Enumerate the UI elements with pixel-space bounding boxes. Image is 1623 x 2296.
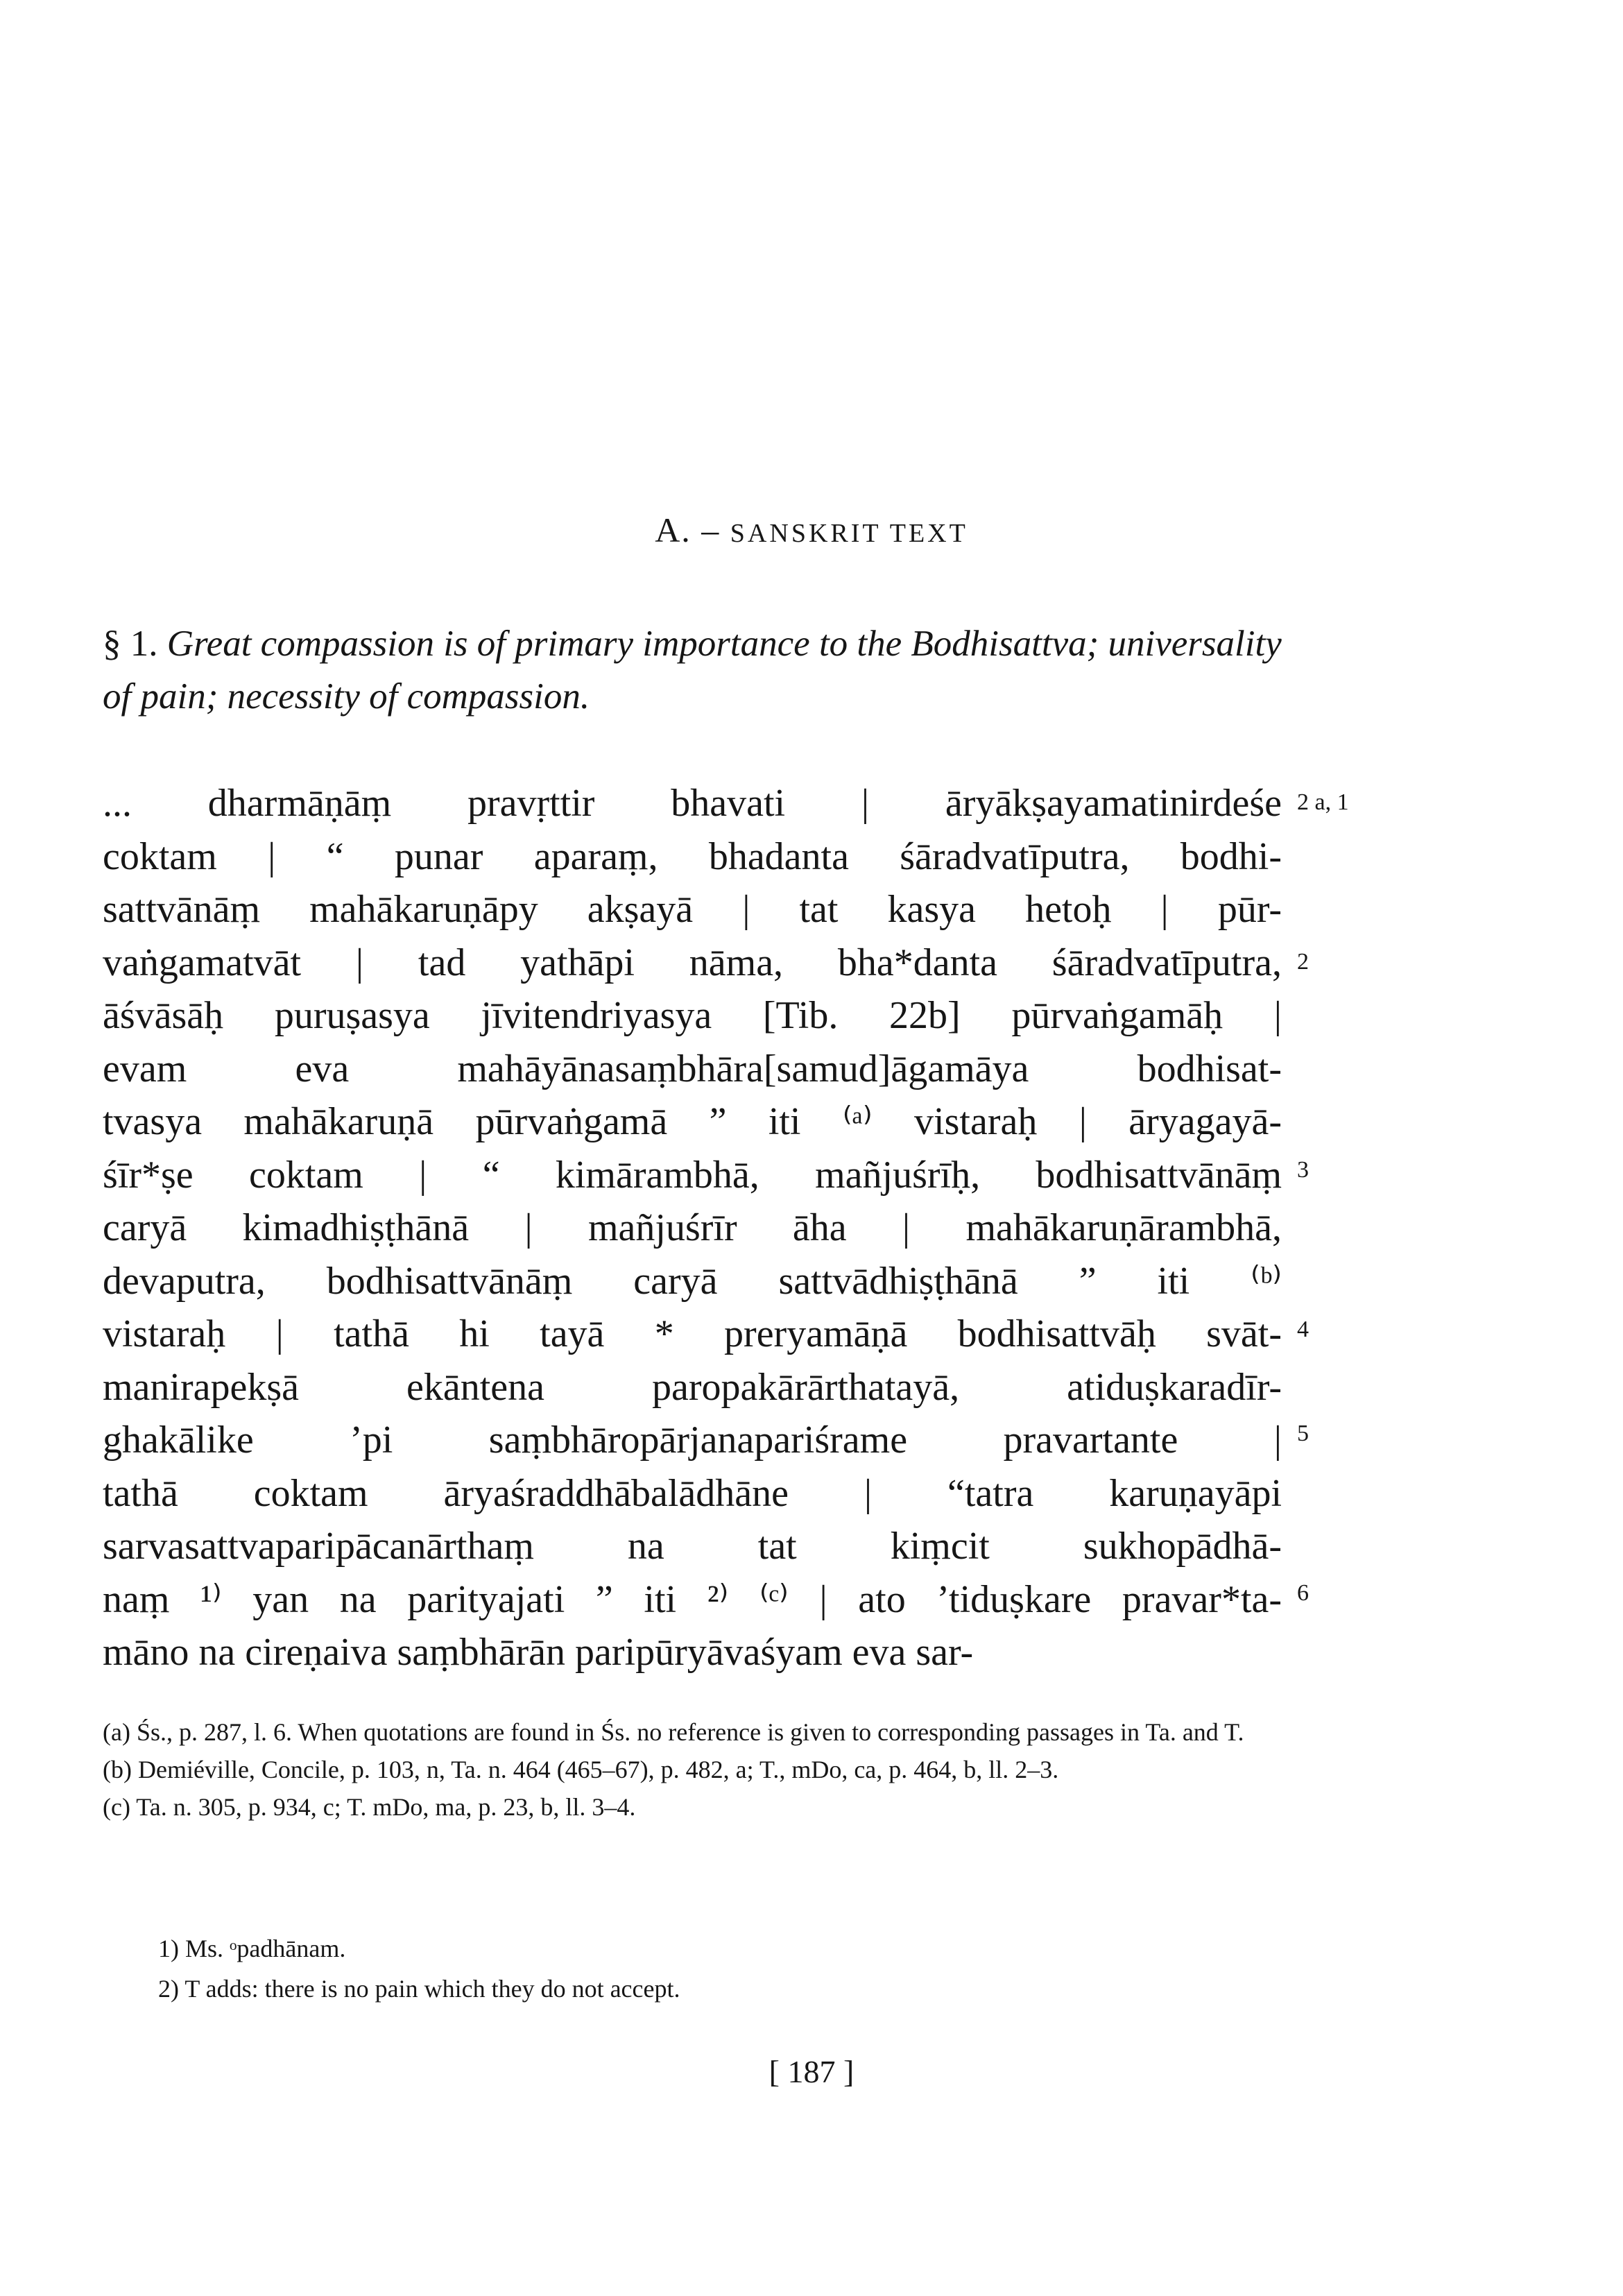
body-line: tathā coktam āryaśraddhābalādhāne | “tatra karuṇayāpi xyxy=(103,1471,1282,1515)
margin-ref: 4 xyxy=(1297,1317,1309,1342)
body-line: śīr*ṣe coktam | “ kimārambhā, mañjuśrīḥ, bodhisattvānāṃ xyxy=(103,1153,1282,1197)
margin-ref: 5 xyxy=(1297,1421,1309,1446)
margin-ref: 6 xyxy=(1297,1580,1309,1606)
sanskrit-body xyxy=(103,777,1282,1679)
margin-ref: 2 a, 1 xyxy=(1297,789,1349,815)
section-heading xyxy=(0,510,1623,550)
section-number: § 1. xyxy=(103,624,158,664)
heading-prefix: A. – xyxy=(655,511,730,549)
body-line: sattvānāṃ mahākaruṇāpy akṣayā | tat kasya hetoḥ | pūr- xyxy=(103,888,1282,931)
section-title xyxy=(103,617,1282,723)
body-line: manirapekṣā ekāntena paropakārārthatayā, atiduṣkaradīr- xyxy=(103,1365,1282,1409)
section-title-text: Great compassion is of primary importance to the Bodhisattva; universality of pain; necessity of compassion. xyxy=(103,624,1282,717)
textual-note: 2) T adds: there is no pain which they do not accept. xyxy=(158,1975,680,2003)
body-line: āśvāsāḥ puruṣasya jīvitendriyasya [Tib. 22b] pūrvaṅgamāḥ | xyxy=(103,994,1282,1037)
body-line: vaṅgamatvāt | tad yathāpi nāma, bha*danta śāradvatīputra, xyxy=(103,941,1282,984)
body-line: vistaraḥ | tathā hi tayā * preryamāṇā bodhisattvāḥ svāt- xyxy=(103,1312,1282,1355)
footnotes xyxy=(103,1713,1282,1826)
footnote: (c) Ta. n. 305, p. 934, c; T. mDo, ma, p. 23, b, ll. 3–4. xyxy=(103,1793,636,1821)
page-number: [ 187 ] xyxy=(768,2054,855,2089)
body-line: māno na cireṇaiva saṃbhārān paripūryāvaśyam eva sar- xyxy=(103,1631,974,1674)
body-line: sarvasattvaparipācanārthaṃ na tat kiṃcit sukhopādhā- xyxy=(103,1525,1282,1568)
body-line: tvasya mahākaruṇā pūrvaṅgamā ” iti ⁽ᵃ⁾ vistaraḥ | āryagayā- xyxy=(103,1100,1282,1143)
body-line: devaputra, bodhisattvānāṃ caryā sattvādhiṣṭhānā ” iti ⁽ᵇ⁾ xyxy=(103,1259,1282,1303)
body-line: ... dharmāṇāṃ pravṛttir bhavati | āryākṣayamatinirdeśe xyxy=(103,782,1282,825)
textual-notes xyxy=(158,1928,1282,2009)
body-line: naṃ ¹⁾ yan na parityajati ” iti ²⁾ ⁽ᶜ⁾ | ato ’tiduṣkare pravar*ta- xyxy=(103,1577,1282,1621)
body-line: evam eva mahāyānasaṃbhāra[samud]āgamāya bodhisat- xyxy=(103,1047,1282,1090)
body-line: caryā kimadhiṣṭhānā | mañjuśrīr āha | mahākaruṇārambhā, xyxy=(103,1206,1282,1249)
margin-ref: 3 xyxy=(1297,1157,1309,1183)
body-line: ghakālike ’pi saṃbhāropārjanapariśrame pravartante | xyxy=(103,1419,1282,1462)
textual-note: 1) Ms. ᵒpadhānam. xyxy=(158,1935,346,1962)
footnote: (b) Demiéville, Concile, p. 103, n, Ta. n. 464 (465–67), p. 482, a; T., mDo, ca, p. 464, b, ll. 2–3. xyxy=(103,1756,1059,1783)
margin-ref: 2 xyxy=(1297,949,1309,975)
heading-title: SANSKRIT TEXT xyxy=(730,519,968,548)
footnote: (a) Śs., p. 287, l. 6. When quotations are found in Śs. no reference is given to corresponding passages in Ta. and T. xyxy=(103,1718,1244,1746)
body-line: coktam | “ punar aparaṃ, bhadanta śāradvatīputra, bodhi- xyxy=(103,834,1282,878)
